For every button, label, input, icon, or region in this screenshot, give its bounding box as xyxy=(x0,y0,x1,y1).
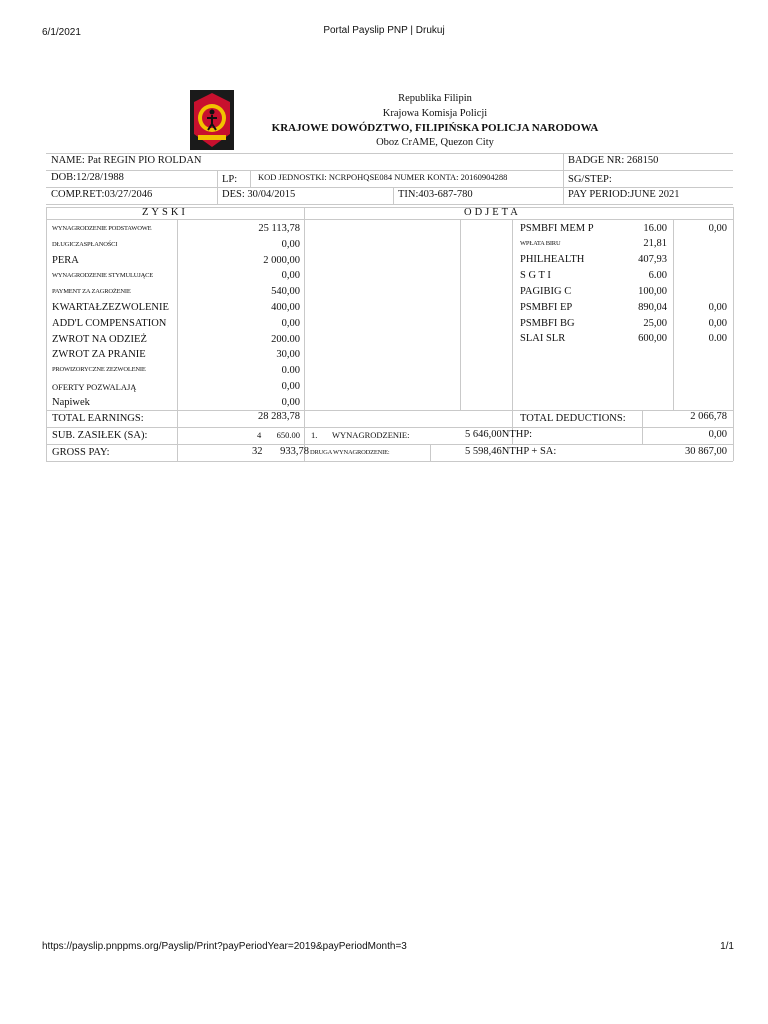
second-salary-label: DRUGA WYNAGRODZENIE: xyxy=(310,449,390,456)
pay-period: PAY PERIOD:JUNE 2021 xyxy=(568,189,680,200)
total-deductions-value: 2 066,78 xyxy=(690,411,727,422)
earning-value: 0,00 xyxy=(281,397,300,408)
gross-pay-a: 32 xyxy=(252,446,263,457)
deductions-title: ODJETA xyxy=(464,207,521,218)
earning-value: 0,00 xyxy=(281,270,300,281)
deduction-label: PHILHEALTH xyxy=(520,254,585,265)
deduction-value: 407,93 xyxy=(638,254,667,265)
second-salary-value: 5 598,46NTHP + SA: xyxy=(465,446,557,457)
deduction-value: 890,04 xyxy=(638,302,667,313)
info-row-dob xyxy=(46,170,733,187)
page-number: 1/1 xyxy=(720,941,734,952)
deduction-value: 21,81 xyxy=(643,238,667,249)
earning-label: Napiwek xyxy=(52,397,90,408)
earning-label: PROWIZORYCZNE ZEZWOLENIE xyxy=(52,366,146,373)
deduction-extra: 0,00 xyxy=(708,302,727,313)
deduction-extra: 0.00 xyxy=(708,333,727,344)
earning-label: PAYMENT ZA ZAGROŻENIE xyxy=(52,288,131,295)
gross-pay-b: 933,78 xyxy=(280,446,309,457)
earning-value: 0,00 xyxy=(281,239,300,250)
earning-value: 30,00 xyxy=(276,349,300,360)
earning-label: KWARTAŁZEZWOLENIE xyxy=(52,302,169,313)
earnings-title: ZYSKI xyxy=(142,207,188,218)
employee-name: NAME: Pat REGIN PIO ROLDAN xyxy=(51,155,202,166)
sub-allowance-a: 4 xyxy=(257,430,262,440)
nthp-sa-value: 30 867,00 xyxy=(685,446,727,457)
first-salary-label: WYNAGRODZENIE: xyxy=(332,430,410,440)
print-date: 6/1/2021 xyxy=(42,27,81,38)
earning-value: 540,00 xyxy=(271,286,300,297)
total-earnings-value: 28 283,78 xyxy=(258,411,300,422)
total-deductions-label: TOTAL DEDUCTIONS: xyxy=(520,413,626,424)
deduction-value: 6.00 xyxy=(648,270,667,281)
earning-label: WYNAGRODZENIE PODSTAWOWE xyxy=(52,225,152,232)
deduction-label: PSMBFI EP xyxy=(520,302,573,313)
earning-label: ZWROT NA ODZIEŻ xyxy=(52,334,147,345)
earning-label: OFERTY POZWALAJĄ xyxy=(52,382,137,392)
deduction-label: PSMBFI MEM P xyxy=(520,223,594,234)
page-url: https://payslip.pnppms.org/Payslip/Print?payPeriodYear=2019&payPeriodMonth=3 xyxy=(42,941,407,952)
info-row-name xyxy=(46,153,733,170)
earning-value: 0.00 xyxy=(281,365,300,376)
sub-allowance-label: SUB. ZASIŁEK (SA): xyxy=(52,430,148,441)
unit-account: KOD JEDNOSTKI: NCRPOHQSE084 NUMER KONTA: 20160904288 xyxy=(258,172,508,182)
earning-label: ZWROT ZA PRANIE xyxy=(52,349,146,360)
header-country: Republika Filipin xyxy=(398,93,472,104)
earning-value: 200.00 xyxy=(271,334,300,345)
employee-info-table xyxy=(46,153,733,205)
total-earnings-label: TOTAL EARNINGS: xyxy=(52,413,144,424)
earning-label: WYNAGRODZENIE STYMULUJĄCE xyxy=(52,272,153,279)
document-header xyxy=(270,92,600,150)
des-date: DES: 30/04/2015 xyxy=(222,189,296,200)
date-of-birth: DOB:12/28/1988 xyxy=(51,172,124,183)
gross-pay-label: GROSS PAY: xyxy=(52,447,110,458)
earning-value: 2 000,00 xyxy=(263,255,300,266)
deduction-label: PAGIBIG C xyxy=(520,286,572,297)
deduction-value: 25,00 xyxy=(643,318,667,329)
first-salary-value: 5 646,00NTHP: xyxy=(465,429,533,440)
deduction-label: PSMBFI BG xyxy=(520,318,575,329)
deduction-label: WPŁATA BIRU xyxy=(520,240,561,247)
header-commission: Krajowa Komisja Policji xyxy=(382,107,488,119)
nthp-value: 0,00 xyxy=(708,429,727,440)
first-salary-number: 1. xyxy=(311,430,318,440)
earning-value: 400,00 xyxy=(271,302,300,313)
lp-field: LP: xyxy=(222,174,238,185)
deduction-value: 600,00 xyxy=(638,333,667,344)
earning-label: DŁUGICZASPŁANOŚCI xyxy=(52,241,118,248)
deduction-extra: 0,00 xyxy=(708,223,727,234)
sub-allowance-b: 650.00 xyxy=(276,430,300,440)
header-location: Oboz CrAME, Quezon City xyxy=(376,136,494,148)
earning-label: ADD'L COMPENSATION xyxy=(52,318,167,329)
deduction-value: 16.00 xyxy=(643,223,667,234)
sg-step: SG/STEP: xyxy=(568,174,612,185)
payslip-grid xyxy=(46,207,733,461)
earning-value: 0,00 xyxy=(281,381,300,392)
earning-label: PERA xyxy=(52,255,79,266)
badge-number: BADGE NR: 268150 xyxy=(568,155,659,166)
info-row-comp xyxy=(46,187,733,205)
earning-value: 0,00 xyxy=(281,318,300,329)
deduction-label: SLAI SLR xyxy=(520,333,566,344)
comp-ret: COMP.RET:03/27/2046 xyxy=(51,189,153,200)
header-command: KRAJOWE DOWÓDZTWO, FILIPIŃSKA POLICJA NARODOWA xyxy=(271,122,599,134)
deduction-label: S G T I xyxy=(520,270,551,281)
earning-value: 25 113,78 xyxy=(258,223,300,234)
deduction-value: 100,00 xyxy=(638,286,667,297)
pnp-seal-icon xyxy=(190,90,234,150)
print-title: Portal Payslip PNP | Drukuj xyxy=(323,25,445,36)
deduction-extra: 0,00 xyxy=(708,318,727,329)
tin-number: TIN:403-687-780 xyxy=(398,189,473,200)
